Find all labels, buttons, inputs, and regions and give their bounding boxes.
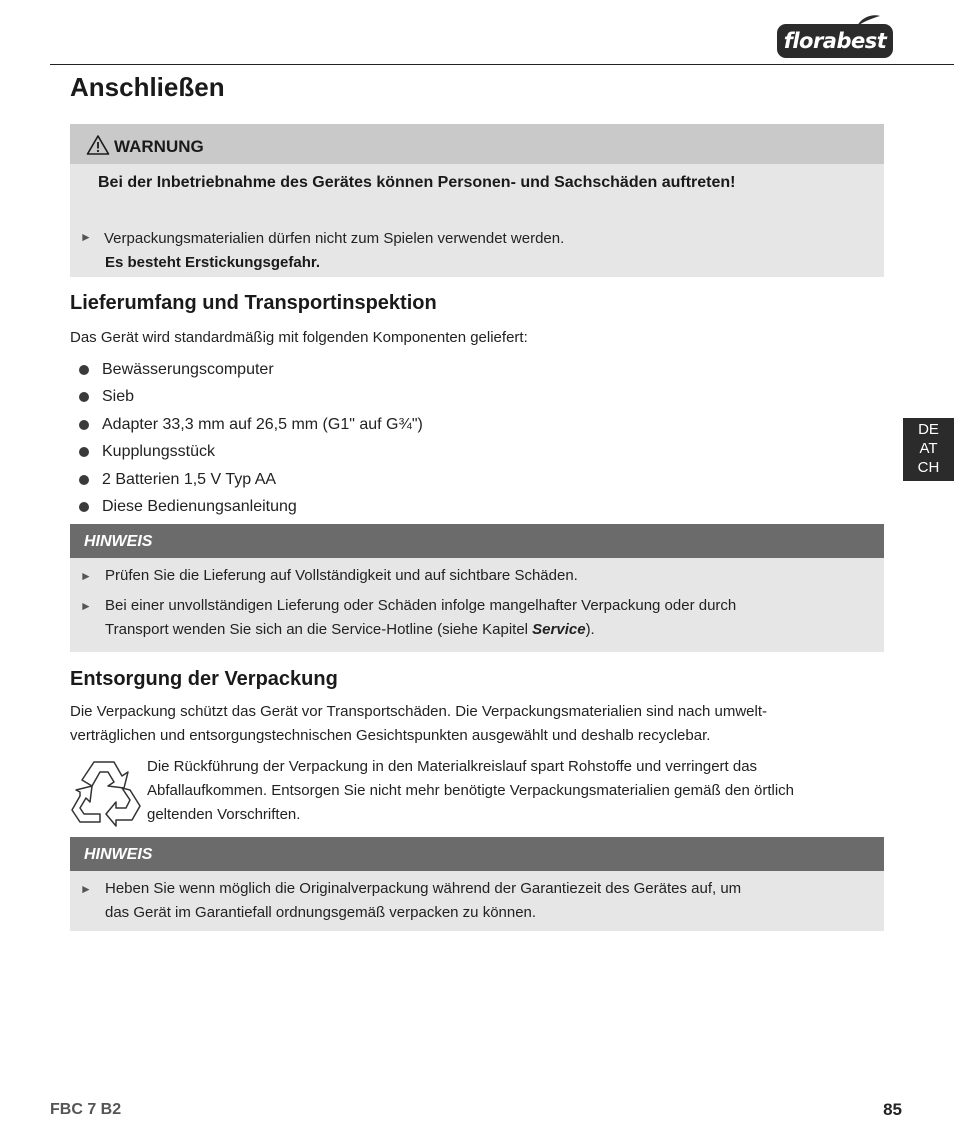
note-box-packaging [70,837,884,931]
list-item [78,493,423,520]
paragraph-line: Die Verpackung schützt das Gerät vor Transportschäden. Die Verpackungsmaterialien sind nach umwelt- [70,703,768,720]
bullet-dot-icon [79,365,89,375]
section-title-lieferumfang: Lieferumfang und Transportinspektion [70,292,437,314]
note-box-delivery [70,524,884,652]
warning-title: WARNUNG [114,137,204,156]
note-text: ). [585,621,595,638]
brand-logo [777,24,893,58]
note-item-continued: das Gerät im Garantiefall ordnungsgemäß verpacken zu können. [105,904,537,921]
arrow-right-icon: ► [80,569,92,583]
list-item-text: Bewässerungscomputer [102,361,274,378]
list-item [78,411,423,438]
note-item: Bei einer unvollständigen Lieferung oder Schäden infolge mangelhafter Verpackung oder durch [105,597,737,614]
page-title: Anschließen [70,72,225,102]
warning-statement: Bei der Inbetriebnahme des Gerätes können Personen- und Sachschäden auftreten! [98,174,736,191]
list-item [78,466,423,493]
note-item: Prüfen Sie die Lieferung auf Vollständigkeit und auf sichtbare Schäden. [105,567,578,584]
paragraph-line: Abfallaufkommen. Entsorgen Sie nicht mehr benötigte Verpackungsmaterialien gemäß den örtlich [147,782,795,799]
list-item-text: Diese Bedienungsanleitung [102,497,297,515]
warning-item: Verpackungsmaterialien dürfen nicht zum Spielen verwendet werden. [104,230,565,247]
language-code: AT [919,440,938,457]
note-title: HINWEIS [84,533,153,550]
list-item-text: Adapter 33,3 mm auf 26,5 mm (G1" auf G¾") [102,415,423,433]
bullet-dot-icon [79,447,89,457]
bullet-dot-icon [79,475,89,485]
note-title: HINWEIS [84,846,153,863]
recycle-icon [70,756,142,828]
footer-model: FBC 7 B2 [50,1101,122,1118]
list-item [78,356,423,383]
note-item-continued [105,618,595,642]
leaf-icon [855,14,881,28]
language-tab [903,418,954,481]
language-code: DE [918,421,939,438]
bullet-dot-icon [79,420,89,430]
page-number: 85 [883,1100,902,1119]
arrow-right-icon: ► [80,599,92,613]
list-item [78,438,423,465]
brand-logo-text: florabest [783,29,887,53]
warning-triangle-icon [86,134,110,156]
note-text: Transport wenden Sie sich an die Service-Hotline (siehe Kapitel [105,621,533,638]
warning-header [70,124,884,164]
paragraph-line: geltenden Vorschriften. [147,806,301,823]
note-header [70,837,884,871]
arrow-right-icon: ► [80,230,92,244]
section-intro: Das Gerät wird standardmäßig mit folgenden Komponenten geliefert: [70,329,528,346]
warning-item-emphasis: Es besteht Erstickungsgefahr. [105,254,321,271]
bullet-dot-icon [79,502,89,512]
note-header [70,524,884,558]
component-list [78,356,423,520]
list-item-text: Sieb [102,388,135,406]
warning-box [70,124,884,277]
language-code: CH [917,459,940,476]
paragraph-line: verträglichen und entsorgungstechnischen Gesichtspunkten ausgewählt und deshalb recyclebar. [70,727,711,744]
bullet-dot-icon [79,392,89,402]
list-item [78,383,423,410]
arrow-right-icon: ► [80,882,92,896]
service-reference: Service [532,621,586,638]
note-item: Heben Sie wenn möglich die Originalverpackung während der Garantiezeit des Gerätes auf, um [105,880,742,897]
paragraph-line: Die Rückführung der Verpackung in den Materialkreislauf spart Rohstoffe und verringert das [147,758,758,775]
header-divider [50,64,954,65]
list-item-text: 2 Batterien 1,5 V Typ AA [102,470,277,488]
section-title-entsorgung: Entsorgung der Verpackung [70,668,338,690]
list-item-text: Kupplungsstück [102,443,215,461]
